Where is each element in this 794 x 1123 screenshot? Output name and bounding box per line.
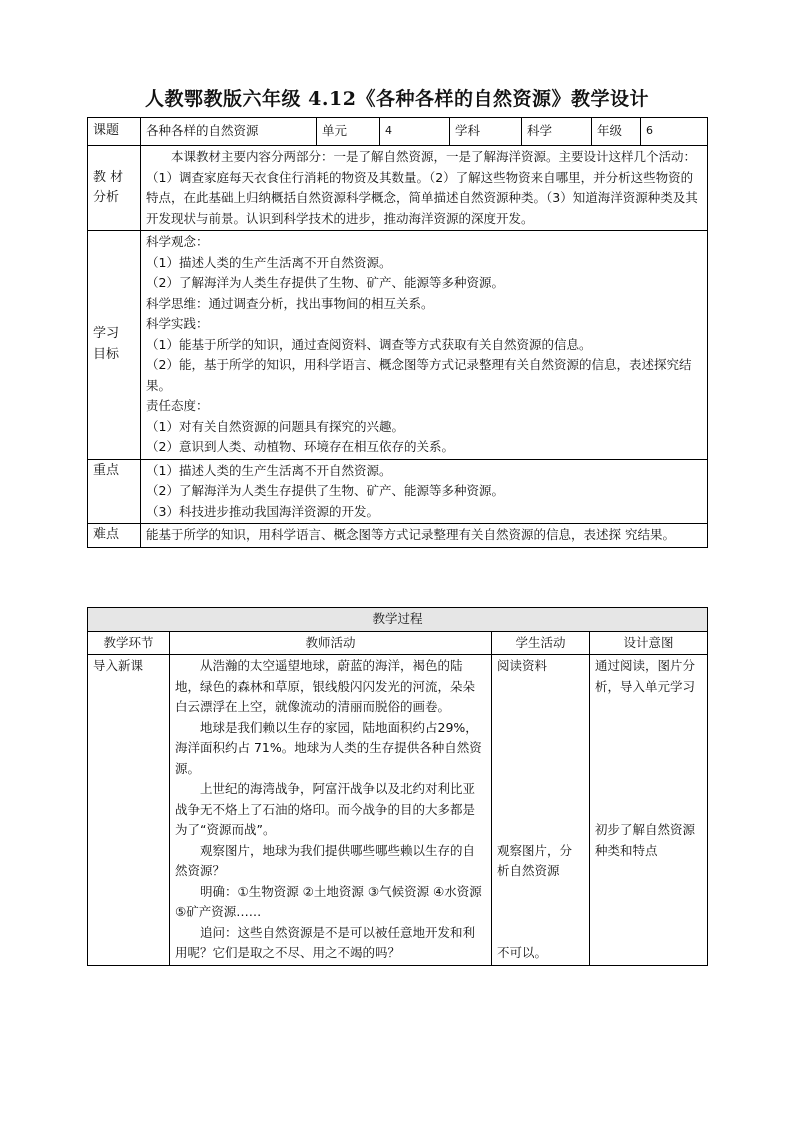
process-header-row — [88, 631, 708, 655]
goal-line: （1）描述人类的生产生活离不开自然资源。 — [146, 254, 392, 270]
subject-value: 科学 — [522, 118, 592, 146]
analysis-label-line-2: 分析 — [93, 190, 120, 205]
goal-line: （2）能，基于所学的知识，用科学语言、概念图等方式记录整理有关自然资源的信息，表述探究结果。 — [146, 357, 692, 393]
goal-line: （2）了解海洋为人类生存提供了生物、矿产、能源等多种资源。 — [146, 275, 504, 290]
page-title: 人教鄂教版六年级 4.12《各种各样的自然资源》教学设计 — [145, 88, 649, 110]
topic-row — [88, 118, 708, 146]
goal-line: （1）对有关自然资源的问题具有探究的兴趣。 — [146, 418, 404, 434]
analysis-label-line-1: 教 材 — [93, 169, 124, 185]
key-points-row — [88, 459, 708, 524]
key-points-label: 重点 — [88, 459, 141, 524]
goal-line: （2）意识到人类、动植物、环境存在相互依存的关系。 — [146, 439, 454, 454]
analysis-row — [88, 146, 708, 231]
goal-line: 科学思维：通过调查分析，找出事物间的相互关系。 — [146, 295, 434, 311]
subject-label: 学科 — [450, 118, 522, 146]
teacher-paragraph: 明确：①生物资源 ②土地资源 ③气候资源 ④水资源 ⑤矿产资源…… — [175, 883, 482, 919]
stage-name: 导入新课 — [88, 655, 170, 966]
process-title-row — [88, 608, 708, 632]
unit-label: 单元 — [317, 118, 380, 146]
student-activity — [492, 655, 590, 966]
student-activity-2: 观察图片，分析自然资源 — [497, 842, 573, 878]
teacher-paragraph: 地球是我们赖以生存的家园，陆地面积约占29%，海洋面积约占 71%。地球为人类的生存提供各种自然资源。 — [175, 719, 482, 776]
grade-label: 年级 — [592, 118, 641, 146]
header-stage: 教学环节 — [88, 631, 170, 655]
design-intent-2: 初步了解自然资源种类和特点 — [595, 822, 696, 858]
header-teacher: 教师活动 — [170, 631, 492, 655]
header-student: 学生活动 — [492, 631, 590, 655]
student-activity-3: 不可以。 — [497, 944, 548, 960]
goals-label-line-1: 学习 — [93, 326, 120, 342]
lesson-info-table — [87, 117, 708, 548]
topic-label: 课题 — [88, 118, 141, 146]
goal-line: （1）能基于所学的知识，通过查阅资料、调查等方式获取有关自然资源的信息。 — [146, 336, 592, 352]
goal-line: 责任态度： — [146, 398, 209, 413]
teaching-process-table — [87, 607, 708, 966]
design-intent — [590, 655, 708, 966]
goals-label-line-2: 目标 — [93, 346, 120, 362]
analysis-label — [88, 146, 141, 231]
key-point-line: （3）科技进步推动我国海洋资源的开发。 — [146, 503, 379, 519]
process-section-title: 教学过程 — [88, 608, 708, 632]
teacher-paragraph: 上世纪的海湾战争，阿富汗战争以及北约对利比亚战争无不烙上了石油的烙印。而今战争的目的大多都是为了“资源而战”。 — [175, 781, 476, 837]
unit-value: 4 — [380, 118, 450, 146]
key-point-line: （2）了解海洋为人类生存提供了生物、矿产、能源等多种资源。 — [146, 483, 504, 498]
design-intent-1: 通过阅读，图片分析，导入单元学习 — [595, 658, 696, 694]
analysis-text: 本课教材主要内容分两部分：一是了解自然资源，一是了解海洋资源。主要设计这样几个活动：（1）调查家庭每天衣食住行消耗的物资及其数量。（2）了解这些物资来自哪里，并分析这些物资的特点，在此基础上归纳概括自然资源科学概念，简单描述自然资源种类。（3）知道海洋资源种类及其开发现状与前景。认识到科学技术的进步，推动海洋资源的深度开发。 — [141, 146, 708, 231]
key-point-line: （1）描述人类的生产生活离不开自然资源。 — [146, 462, 392, 478]
student-activity-1: 阅读资料 — [497, 658, 548, 673]
difficulty-row — [88, 524, 708, 548]
process-row — [88, 655, 708, 966]
topic-value: 各种各样的自然资源 — [141, 118, 317, 146]
goal-line: 科学实践： — [146, 316, 209, 331]
key-points-text — [141, 459, 708, 524]
goals-row — [88, 231, 708, 460]
header-intent: 设计意图 — [590, 631, 708, 655]
goals-label — [88, 231, 141, 460]
grade-value: 6 — [641, 118, 708, 146]
teacher-paragraph: 从浩瀚的太空遥望地球，蔚蓝的海洋，褐色的陆地，绿色的森林和草原，银线般闪闪发光的河流，朵朵白云漂浮在上空，就像流动的清丽而脱俗的画卷。 — [175, 658, 476, 714]
difficulty-label: 难点 — [88, 524, 141, 548]
goals-text — [141, 231, 708, 460]
teacher-activity — [170, 655, 492, 966]
goal-line: 科学观念： — [146, 234, 209, 249]
difficulty-text: 能基于所学的知识，用科学语言、概念图等方式记录整理有关自然资源的信息，表述探 究结果。 — [141, 524, 708, 548]
teacher-paragraph: 追问：这些自然资源是不是可以被任意地开发和利用呢？它们是取之不尽、用之不竭的吗？ — [175, 924, 476, 960]
teacher-paragraph: 观察图片，地球为我们提供哪些哪些赖以生存的自然资源？ — [175, 842, 476, 878]
